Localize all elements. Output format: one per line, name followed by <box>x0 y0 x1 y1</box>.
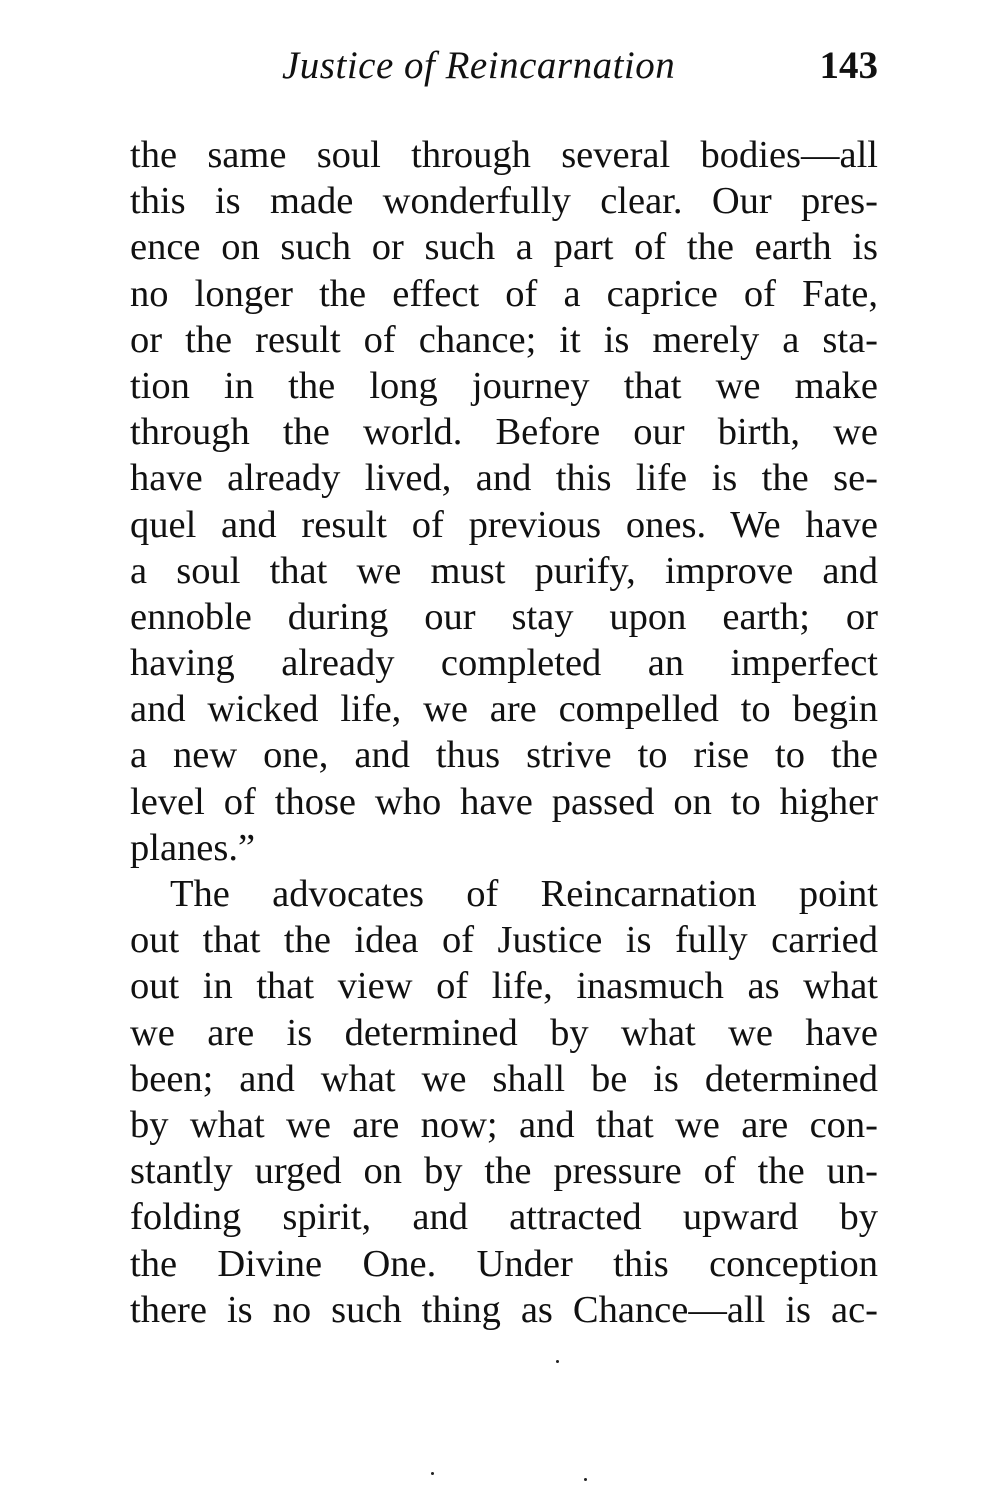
text-line: the same soul through several bodies—all <box>130 134 878 176</box>
running-title: Justice of Reincarnation <box>282 44 676 87</box>
text-line: out that the idea of Justice is fully carried <box>130 919 878 962</box>
text-line: this is made wonderfully clear. Our pres- <box>130 180 878 223</box>
text-line: ennoble during our stay upon earth; or <box>130 595 878 638</box>
text-line: ence on such or such a part of the earth is <box>130 226 878 269</box>
text-line: been; and what we shall be is determined <box>130 1057 878 1100</box>
text-line: through the world. Before our birth, we <box>130 411 878 454</box>
text-line: tion in the long journey that we make <box>130 364 878 407</box>
text-line: out in that view of life, inasmuch as what <box>130 965 878 1008</box>
body-text <box>130 132 878 1333</box>
text-line: The advocates of Reincarnation point <box>170 873 878 915</box>
text-line: planes.” <box>130 826 256 869</box>
text-line: folding spirit, and attracted upward by <box>130 1196 878 1239</box>
paragraph-2 <box>130 871 878 1333</box>
text-line: a new one, and thus strive to rise to the <box>130 734 878 777</box>
text-line: a soul that we must purify, improve and <box>130 549 878 592</box>
scan-speck <box>584 1478 587 1481</box>
text-line: level of those who have passed on to higher <box>130 780 878 823</box>
text-line: no longer the effect of a caprice of Fate, <box>130 272 878 315</box>
running-header <box>130 38 878 98</box>
page-number: 143 <box>819 44 878 87</box>
text-line: and wicked life, we are compelled to begin <box>130 688 878 731</box>
scan-speck <box>431 1472 434 1475</box>
text-line: or the result of chance; it is merely a sta- <box>130 318 878 361</box>
text-line: we are is determined by what we have <box>130 1011 878 1054</box>
text-line: the Divine One. Under this conception <box>130 1242 878 1285</box>
text-line: have already lived, and this life is the se- <box>130 457 878 500</box>
text-line: stantly urged on by the pressure of the un- <box>130 1150 878 1193</box>
paragraph-1 <box>130 132 878 871</box>
text-line: quel and result of previous ones. We have <box>130 503 878 546</box>
scan-speck <box>556 1360 559 1363</box>
text-line: having already completed an imperfect <box>130 642 878 685</box>
text-line: by what we are now; and that we are con- <box>130 1103 878 1146</box>
text-line: there is no such thing as Chance—all is ac- <box>130 1288 878 1331</box>
